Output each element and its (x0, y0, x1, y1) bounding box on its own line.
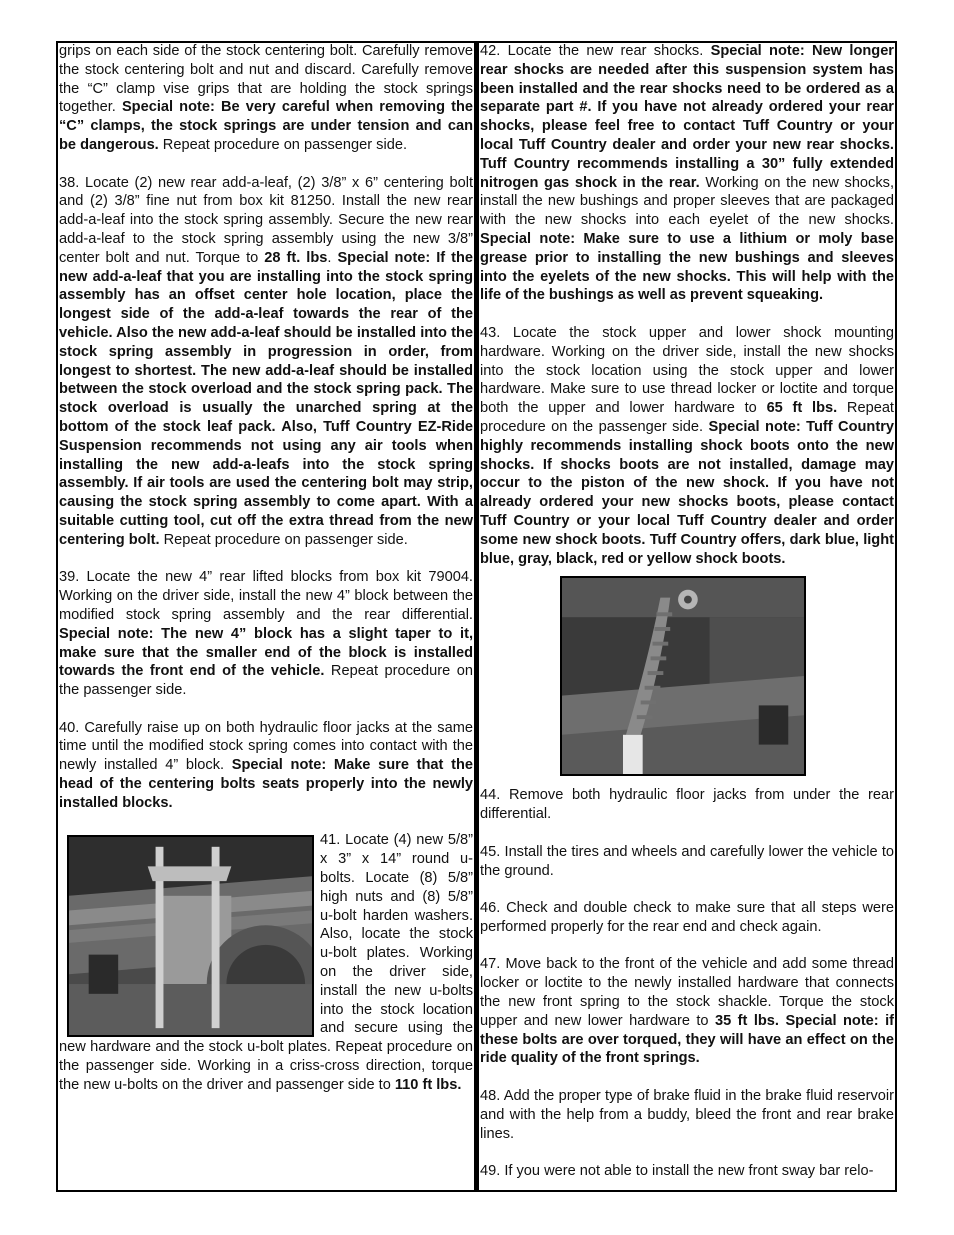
right-column (480, 42, 894, 1200)
u-bolt-photo-image (69, 837, 312, 1035)
step-47: 47. Move back to the front of the vehicle and add some thread locker or loctite to the newly installed hardware that connects the new front spring to the stock shackle. Torque the stock upper and new lower hardware to 35 ft lbs. Special note: if these bolts are over torqued, they will have an effect on the ride quality of the front springs. (480, 956, 895, 1067)
shock-boot-photo-image (562, 578, 804, 774)
u-bolt-photo (67, 835, 314, 1037)
column-divider (474, 41, 479, 1192)
step-43: 43. Locate the stock upper and lower shock mounting hardware. Working on the driver side, install the new shocks into the stock location using the stock upper and lower hardware. Make sure to use thread locker or loctite and torque both the upper and lower hardware to 65 ft lbs. Repeat procedure on the passenger side. Special note: Tuff Country highly recommends installing shock boots onto the new shocks. If shocks boots are not installed, damage may occur to the piston of the new shock. If you have not already ordered your new shocks boots, please contact Tuff Country or your local Tuff Country dealer and order some new shock boots. Tuff Country offers, dark blue, light blue, gray, black, red or yellow shock boots. (480, 324, 894, 567)
step-44: 44. Remove both hydraulic floor jacks from under the rear differential. (480, 787, 894, 823)
step-46: 46. Check and double check to make sure that all steps were performed properly for the rear end and check again. (480, 900, 894, 935)
shock-boot-photo (560, 576, 806, 776)
step-45: 45. Install the tires and wheels and carefully lower the vehicle to the ground. (480, 843, 894, 879)
step-39: 39. Locate the new 4” rear lifted blocks from box kit 79004. Working on the driver side, install the new 4” block between the modified stock spring assembly and the rear differential. Special note: The new 4” block has a slight taper to it, make sure that the smaller end of the block is installed towards the front end of the vehicle. Repeat procedure on the passenger side. (59, 569, 473, 699)
step-37-continued: grips on each side of the stock centering bolt. Carefully remove the stock centering bolt and nut and discard. Carefully remove the “C” clamp vise grips that are holding the stock springs together. Special note: Be very careful when removing the “C” clamps, the stock springs are under tension and can be dangerous. Repeat procedure on passenger side. (59, 43, 473, 153)
step-38: 38. Locate (2) new rear add-a-leaf, (2) 3/8” x 6” centering bolt and (2) 3/8” fine nut from box kit 81250. Install the new rear add-a-leaf into the stock spring assembly. Secure the new rear add-a-leaf to the stock spring assembly using the new 3/8” center bolt and nut. Torque to 28 ft. lbs. Special note: If the new add-a-leaf that you are installing into the stock spring assembly has an offset center hole location, place the longest side of the add-a-leaf towards the rear of the vehicle. Also the new add-a-leaf should be installed into the stock spring assembly in progression in order, from longest to shortest. The new add-a-leaf should be installed between the stock overload and the stock spring pack. The stock overload is usually the unarched spring at the bottom of the stock leaf pack. Also, Tuff Country EZ-Ride Suspension recommends not using any air tools when installing the new add-a-leafs into the stock spring assembly. If air tools are used the centering bolt may strip, causing the stock spring assembly to come apart. With a suitable cutting tool, cut off the extra thread from the new centering bolt. Repeat procedure on passenger side. (59, 174, 474, 548)
left-column (59, 42, 473, 1113)
step-41: 41. Locate (4) new 5/8” x 3” x 14” round u-bolts. Locate (8) 5/8” high nuts and (8) 5/8” u-bolt harden washers. Also, locate the stock u-bolt plates. Working on the driver side, install the new u-bolts into the stock location and secure using the new hardware and the stock u-bolt plates. Repeat procedure on the passenger side. Working in a criss-cross direction, torque the new u-bolts on the driver and passenger side to 110 ft lbs. (59, 832, 473, 1093)
step-48: 48. Add the proper type of brake fluid in the brake fluid reservoir and with the help from a buddy, bleed the front and rear brake lines. (480, 1088, 894, 1142)
step-42: 42. Locate the new rear shocks. Special note: New longer rear shocks are needed after this suspension system has been installed and the rear shocks need to be ordered as a separate part #. If you have not already ordered your rear shocks, please feel free to contact Tuff Country or your local Tuff Country dealer and order your new rear shocks. Tuff Country recommends installing a 30” fully extended nitrogen gas shock in the rear. Working on the new shocks, install the new bushings and proper sleeves that are packaged with the new shocks into each eyelet of the new shocks. Special note: Make sure to use a lithium or moly base grease prior to installing the new bushings and sleeves into the eyelets of the new shocks. This will help with the life of the bushings as well as prevent squeaking. (480, 43, 894, 304)
step-40: 40. Carefully raise up on both hydraulic floor jacks at the same time until the modified stock spring comes into contact with the newly installed 4” block. Special note: Make sure that the head of the centering bolts seats properly into the newly installed blocks. (59, 719, 473, 811)
step-49: 49. If you were not able to install the new front sway bar relo- (480, 1163, 874, 1180)
